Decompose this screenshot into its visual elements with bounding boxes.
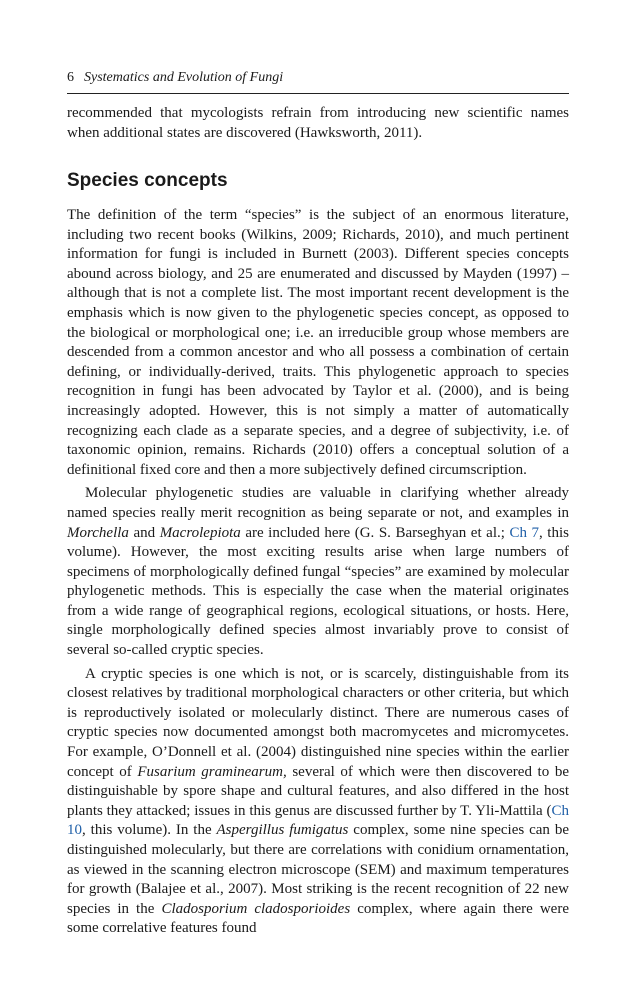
paragraph-2 [67,484,569,660]
p2-text-a: Molecular phylogenetic studies are valuable in clarifying whether already named species really merit recognition as being separate or not, and examples in [67,485,569,521]
section-heading: Species concepts [67,170,228,191]
taxon-morchella: Morchella [67,524,129,541]
p3-text-e: complex, where again there were some correlative features found [67,900,569,937]
section-body [67,206,569,939]
p3-text-c: , this volume). In the [82,822,217,839]
running-title: Systematics and Evolution of Fungi [84,70,284,85]
p2-text-d: , this volume). However, the most exciting results arise when large numbers of specimens of morphologically defined fungal “species” are examined by molecular phylogenetic methods. This is especially the case when the material originates from a wide range of geographical regions, ecological situations, or hosts. Here, single morphologically defined species almost invariably prove to consist of several so-called cryptic species. [67,524,569,659]
paragraph-3 [67,665,569,939]
p3-text-b: several of which were then discovered to be distinguishable by spore shape and cultural features, and also differed in the host plants they attacked; issues in this genus are discussed further by T. Yli-Mattila ( [67,763,569,819]
taxon-macrolepiota: Macrolepiota [159,524,241,541]
intro-text: recommended that mycologists refrain from introducing new scientific names when additional states are discovered (Hawksworth, 2011). [67,105,569,141]
chapter-10-link[interactable]: Ch 10 [67,802,569,839]
p2-text-b: and [128,524,160,541]
header-rule [67,93,569,94]
p3-text-d: complex, some nine species can be distinguished molecularly, but there are correlations with conidium ornamentation, as viewed in the scanning electron microscope (SEM) and maximum temperatures for growth (Balajee et al., 2007). Most striking is the recent recognition of 22 new species in the [67,822,569,917]
p2-text-c: are included here (G. S. Barseghyan et al.; [240,524,510,541]
taxon-aspergillus: Aspergillus fumigatus [216,822,349,839]
page-number: 6 [67,70,74,85]
chapter-7-link[interactable]: Ch 7 [509,524,540,541]
intro-paragraph [67,104,569,143]
taxon-cladosporium: Cladosporium cladosporioides [161,900,351,917]
paragraph-1: The definition of the term “species” is the subject of an enormous literature, including two recent books (Wilkins, 2009; Richards, 2010), and much pertinent information for fungi is included in Burnett (2003). Different species concepts abound across biology, and 25 are enumerated and discussed by Mayden (1997) – although that is not a complete list. The most important recent development is the emphasis which is now given to the phylogenetic species concept, as opposed to the biological or morphological one; i.e. an irreducible group whose members are descended from a common ancestor and who all possess a combination of certain defining, or individually-derived, traits. This phylogenetic approach to species recognition in fungi has been advocated by Taylor et al. (2000), and is being increasingly adopted. However, this is not simply a matter of automatically recognizing each clade as a separate species, and a degree of subjectivity, i.e. of taxonomic opinion, remains. Richards (2010) offers a conceptual solution of a definitional fixed core and then a more subjectively defined circumscription. [67,207,569,478]
p3-text-a: A cryptic species is one which is not, or is scarcely, distinguishable from its closest relatives by traditional morphological characters or other criteria, but which is reproductively isolated or molecularly distinct. There are numerous cases of cryptic species now documented amongst both macromycetes and micromycetes. For example, O’Donnell et al. (2004) distinguished nine species within the earlier concept of [67,665,569,780]
running-head [67,70,569,86]
taxon-fusarium: Fusarium graminearum, [137,763,287,780]
